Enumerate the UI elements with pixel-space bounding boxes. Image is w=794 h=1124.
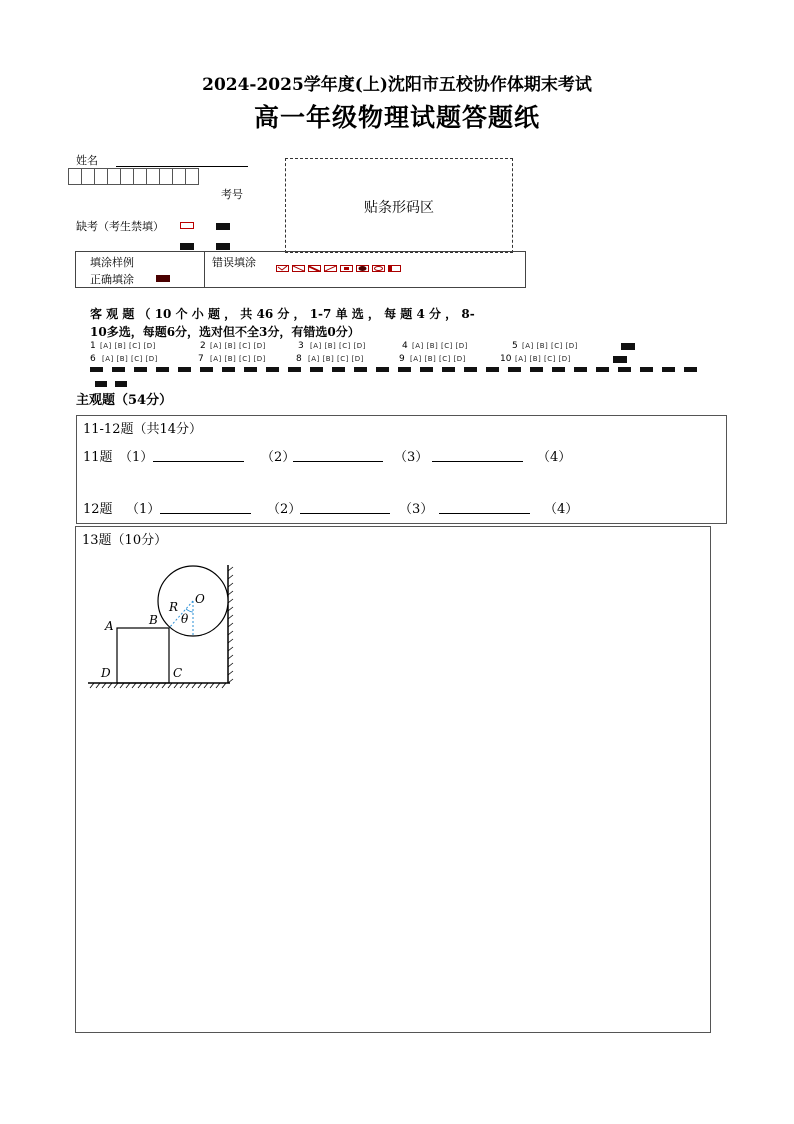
timing-dash xyxy=(684,367,697,372)
q11-part3-label: （3） xyxy=(394,450,429,465)
q11-answer-2[interactable] xyxy=(293,449,383,462)
question-2: 2 xyxy=(200,341,206,351)
timing-dash xyxy=(200,367,213,372)
label-A: A xyxy=(105,619,114,633)
timing-dash xyxy=(420,367,433,372)
q8-options[interactable]: [A] [B] [C] [D] xyxy=(308,355,364,363)
wrong-backslash-icon xyxy=(308,265,321,272)
q11-row xyxy=(83,446,113,465)
timing-dash xyxy=(244,367,257,372)
q4-options[interactable]: [A] [B] [C] [D] xyxy=(412,342,468,350)
q12-part3-label: （3） xyxy=(399,502,434,517)
timing-dash xyxy=(288,367,301,372)
timing-mark xyxy=(180,243,194,250)
q12-answer-2[interactable] xyxy=(300,501,390,514)
q12-part1-label: （1） xyxy=(126,502,161,517)
barcode-area xyxy=(285,158,513,253)
q11-12-box xyxy=(76,415,727,524)
timing-mark xyxy=(216,223,230,230)
q12-answer-3[interactable] xyxy=(439,501,530,514)
timing-dash xyxy=(508,367,521,372)
absent-checkbox[interactable] xyxy=(180,222,194,229)
timing-dash xyxy=(640,367,653,372)
question-9: 9 xyxy=(399,354,405,364)
q11-part1-label: （1） xyxy=(119,450,154,465)
timing-dash xyxy=(332,367,345,372)
wrong-slash-icon xyxy=(292,265,305,272)
q11-label: 11题 xyxy=(83,450,113,465)
timing-dash xyxy=(310,367,323,372)
question-7: 7 xyxy=(198,354,204,364)
timing-mark xyxy=(115,381,127,387)
legend-correct-label: 正确填涂 xyxy=(90,273,134,286)
wrong-circle-fill-icon xyxy=(356,265,369,272)
absent-label: 缺考（考生禁填） xyxy=(76,220,164,233)
question-4: 4 xyxy=(402,341,408,351)
timing-dash xyxy=(442,367,455,372)
label-D: D xyxy=(101,666,111,680)
wrong-dot-icon xyxy=(340,265,353,272)
legend-sample-label: 填涂样例 xyxy=(90,256,134,269)
timing-mark xyxy=(95,381,107,387)
name-label: 姓名 xyxy=(76,154,98,167)
q11-answer-3[interactable] xyxy=(432,449,523,462)
timing-dash xyxy=(156,367,169,372)
timing-mark xyxy=(613,356,627,363)
q11-12-heading: 11-12题（共14分） xyxy=(83,422,203,437)
q6-options[interactable]: [A] [B] [C] [D] xyxy=(102,355,158,363)
timing-mark xyxy=(621,343,635,350)
exam-title: 2024-2025学年度(上)沈阳市五校协作体期末考试 xyxy=(202,75,592,95)
q2-options[interactable]: [A] [B] [C] [D] xyxy=(210,342,266,350)
objective-instructions-line2: 10多选，每题6分，选对但不全3分，有错选0分） xyxy=(90,325,360,339)
timing-dash xyxy=(486,367,499,372)
timing-dash xyxy=(574,367,587,372)
question-5: 5 xyxy=(512,341,518,351)
question-3: 3 xyxy=(298,341,304,351)
q7-options[interactable]: [A] [B] [C] [D] xyxy=(210,355,266,363)
q12-part4-label: （4） xyxy=(544,502,579,517)
timing-dash xyxy=(354,367,367,372)
timing-dash xyxy=(530,367,543,372)
q11-part2-label: （2） xyxy=(261,450,296,465)
q1-options[interactable]: [A] [B] [C] [D] xyxy=(100,342,156,350)
timing-dash xyxy=(90,367,103,372)
wrong-diagonal-icon xyxy=(324,265,337,272)
exam-number-label: 考号 xyxy=(221,188,243,201)
objective-instructions-line1: 客 观 题 （ 10 个 小 题 ， 共 46 分 ， 1-7 单 选 ， 每 题 4 分 ， 8- xyxy=(90,307,475,321)
timing-dash xyxy=(596,367,609,372)
q10-options[interactable]: [A] [B] [C] [D] xyxy=(515,355,571,363)
barcode-label: 贴条形码区 xyxy=(364,200,434,216)
q12-label: 12题 xyxy=(83,502,113,517)
wrong-fill-samples xyxy=(276,258,404,277)
q13-box[interactable] xyxy=(75,526,711,1033)
q11-part4-label: （4） xyxy=(537,450,572,465)
timing-dash xyxy=(552,367,565,372)
question-6: 6 xyxy=(90,354,96,364)
label-C: C xyxy=(173,666,183,680)
timing-track xyxy=(90,367,695,372)
label-R: R xyxy=(169,600,179,614)
timing-dash xyxy=(398,367,411,372)
timing-dash xyxy=(464,367,477,372)
sheet-title: 高一年级物理试题答题纸 xyxy=(253,103,540,132)
q3-options[interactable]: [A] [B] [C] [D] xyxy=(310,342,366,350)
exam-number-cells[interactable] xyxy=(68,168,198,185)
timing-dash xyxy=(178,367,191,372)
wrong-bar-icon xyxy=(388,265,401,272)
q12-part2-label: （2） xyxy=(267,502,302,517)
timing-dash xyxy=(266,367,279,372)
question-1: 1 xyxy=(90,341,96,351)
fill-legend xyxy=(75,251,526,288)
q5-options[interactable]: [A] [B] [C] [D] xyxy=(522,342,578,350)
timing-dash xyxy=(222,367,235,372)
timing-dash xyxy=(112,367,125,372)
wrong-circle-icon xyxy=(372,265,385,272)
correct-fill-sample xyxy=(156,275,170,282)
q13-heading: 13题（10分） xyxy=(82,533,168,548)
q9-options[interactable]: [A] [B] [C] [D] xyxy=(410,355,466,363)
timing-mark xyxy=(216,243,230,250)
label-O: O xyxy=(195,592,205,606)
legend-wrong-label: 错误填涂 xyxy=(212,256,256,269)
timing-dash xyxy=(134,367,147,372)
name-field[interactable] xyxy=(116,166,248,167)
q12-answer-1[interactable] xyxy=(160,501,251,514)
wrong-tick-icon xyxy=(276,265,289,272)
timing-dash xyxy=(376,367,389,372)
label-theta: θ xyxy=(181,612,189,626)
q11-answer-1[interactable] xyxy=(153,449,244,462)
subjective-title: 主观题（54分） xyxy=(76,393,173,408)
physics-figure xyxy=(84,557,244,692)
timing-dash xyxy=(618,367,631,372)
question-8: 8 xyxy=(296,354,302,364)
question-10: 10 xyxy=(500,354,512,364)
timing-dash xyxy=(662,367,675,372)
legend-divider xyxy=(204,252,205,287)
label-B: B xyxy=(149,613,158,627)
